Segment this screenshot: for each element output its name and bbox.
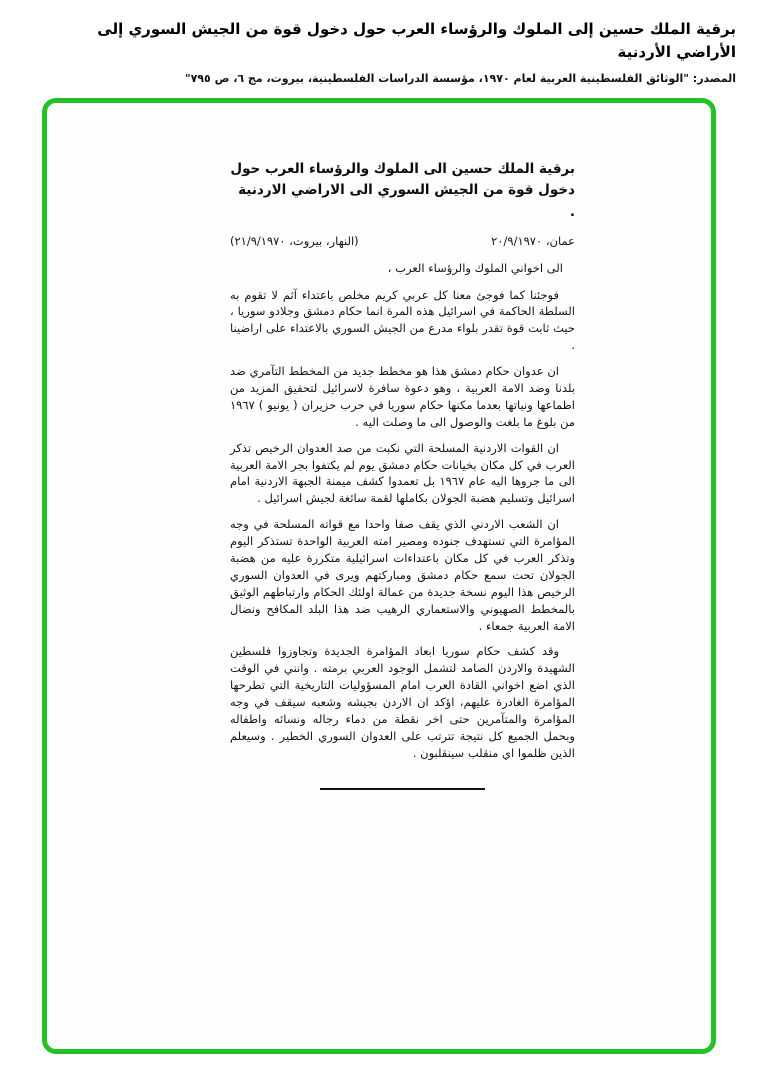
highlight-frame xyxy=(42,98,716,1054)
paragraph: وقد كشف حكام سوريا ابعاد المؤامرة الجديدة وتجاوزوا فلسطين الشهيدة والاردن الصامد لتشمل الوجود العربي برمته . وانني في الوقت الذي اضع اخواني القادة العرب امام المسؤوليات التاريخية التي تطرحها المؤامرة الغادرة عليهم، اؤكد ان الاردن بجيشه وشعبه سيقف في وجه المؤامرة والمتآمرين حتى اخر نقطة من دماء رجاله ونسائه واطفاله وبحمل الجميع كل نتيجة تترتب على العدوان السوري الخطير . وسيعلم الذين ظلموا اي منقلب سينقلبون . xyxy=(230,644,575,760)
scanned-document xyxy=(47,103,711,1049)
paragraph: ان عدوان حكام دمشق هذا هو مخطط جديد من المخطط التآمري ضد بلدنا وضد الامة العربية ، وهو دعوة سافرة لاسرائيل لتحقيق المزيد من اطماعها ونياتها بعدما مكنها حكام سوريا في حرب حزيران ( يونيو ) ١٩٦٧ من بلوغ ما بلغت والوصول الى ما وصلت اليه . xyxy=(230,364,575,429)
dateline-place: عمان، ٢٠/٩/١٩٧٠ xyxy=(491,233,575,248)
signature-rule xyxy=(320,788,485,790)
salutation: الى اخواني الملوك والرؤساء العرب ، xyxy=(387,260,563,275)
paragraph: ان الشعب الاردني الذي يقف صفا واحدا مع قواته المسلحة في وجه المؤامرة التي تستهدف جنوده ومصير امته العربية الواحدة تستذكر اليوم وتذكر العرب في كل مكان باعتداءات اسرائيلية متكررة عليه من هضبة الجولان تحت سمع حكام دمشق ومباركتهم ويرى في العدوان السوري الرخيص هذا اليوم نسخة جديدة من عمالة اولئك الحكام وارتباطهم الوثيق بالمخطط الصهيوني والاستعماري الرهيب ضد هذا البلد المكافح ونضال الامة العربية جمعاء . xyxy=(230,517,575,633)
paragraph: ان القوات الاردنية المسلحة التي نكبت من صد العدوان الرخيص تذكر العرب في كل مكان بخيانات حكام دمشق يوم لم يكتفوا بجر الامة العربية الى ما جروها اليه عام ١٩٦٧ بل تعمدوا كشف ميمنة الجبهة الاردنية امام اسرائيل وتسليم هضبة الجولان بكاملها لقمة سائغة لجيش اسرائيل . xyxy=(230,440,575,506)
document-text-column xyxy=(230,159,575,790)
document-heading: برقية الملك حسين الى الملوك والرؤساء العرب حول دخول قوة من الجيش السوري الى الاراضي الاردنية . xyxy=(230,160,575,221)
dateline-source: (النهار، بيروت، ٢١/٩/١٩٧٠) xyxy=(230,233,359,248)
paragraph: فوجئنا كما فوجئ معنا كل عربي كريم مخلص باعتداء آثم لا تقوم به السلطة الحاكمة في اسرائيل هذه المرة انما حكام دمشق وجلادو سوريا ، حيث ثابت قوة تقدر بلواء مدرع من الجيش السوري بالاعتداء على اراضينا . xyxy=(230,287,575,353)
document-dateline xyxy=(230,234,575,248)
page-title: برقية الملك حسين إلى الملوك والرؤساء العرب حول دخول قوة من الجيش السوري إلى الأراضي الأردنية xyxy=(97,20,736,62)
source-citation: المصدر: "الوثائق الفلسطينية العربية لعام ١٩٧٠، مؤسسة الدراسات الفلسطينية، بيروت، مج ٦، ص ٧٩٥" xyxy=(184,71,736,85)
page-header xyxy=(0,0,758,86)
document-body xyxy=(230,260,575,762)
